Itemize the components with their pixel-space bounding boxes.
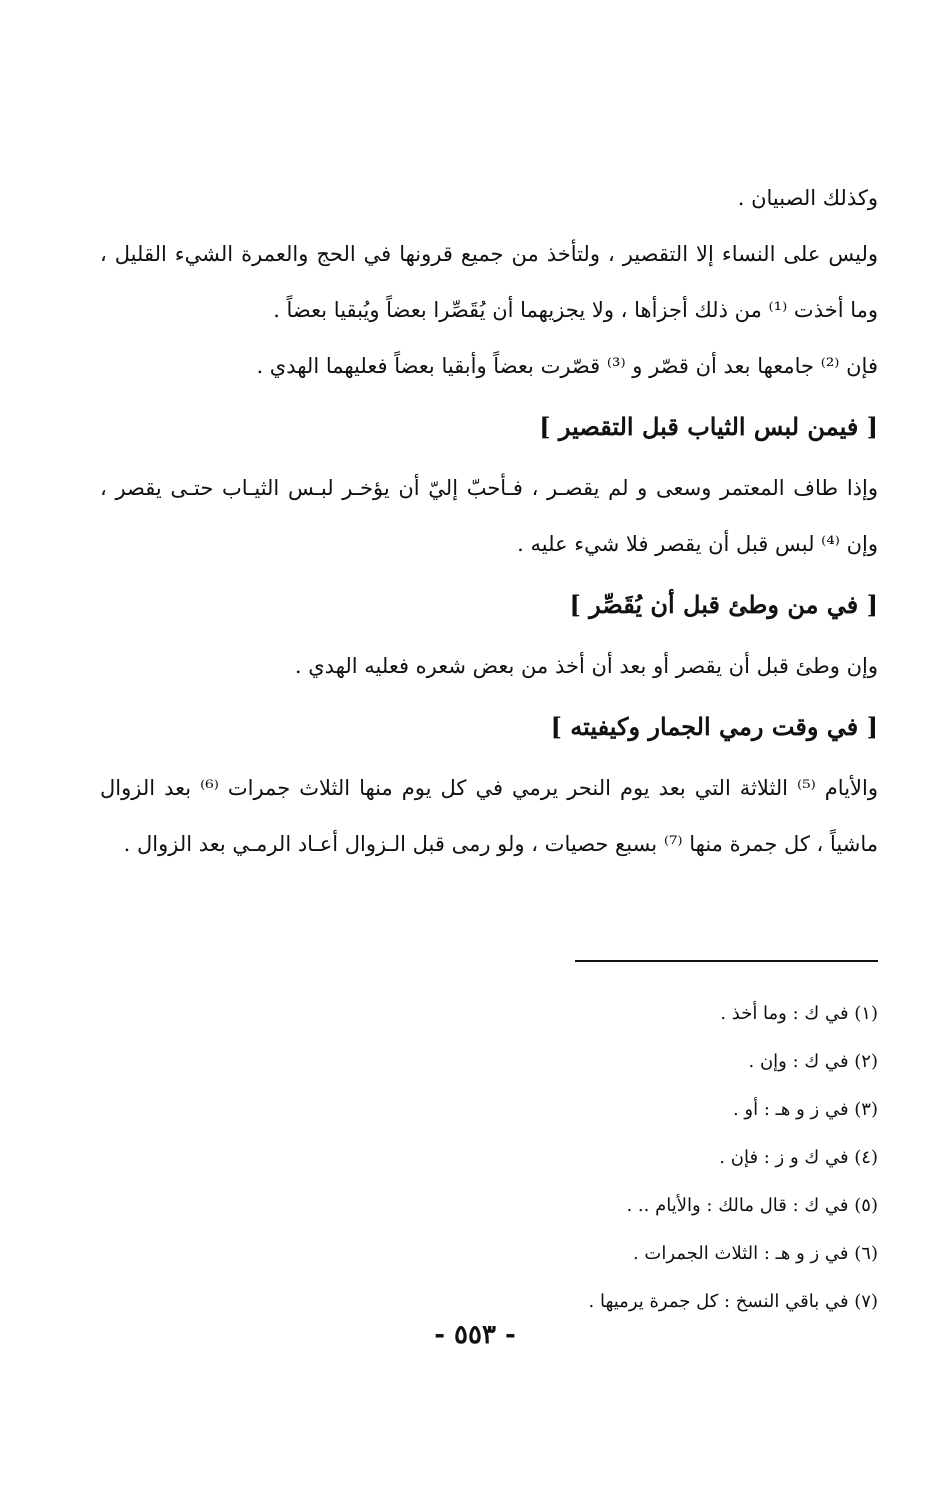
- main-text: [100, 170, 878, 872]
- paragraph-stoning-days: والأيام ⁽⁵⁾ الثلاثة التي بعد يوم النحر يرمي في كل يوم منها الثلاث جمرات ⁽⁶⁾ بعد الزوال ماشياً ، كل جمرة منها ⁽⁷⁾ بسبع حصيات ، ولو رمى قبل الـزوال أعـاد الرمـي بعد الزوال .: [100, 776, 879, 856]
- footnote-separator: [575, 960, 878, 962]
- paragraph-intercourse-hady: وإن وطئ قبل أن يقصر أو بعد أن أخذ من بعض شعره فعليه الهدي .: [294, 654, 878, 678]
- heading-stoning-time: [ في وقت رمي الجمار وكيفيته ]: [550, 712, 878, 741]
- paragraph-intercourse-after-shortening: فإن ⁽²⁾ جامعها بعد أن قصّر و ⁽³⁾ قصّرت بعضاً وأبقيا بعضاً فعليهما الهدي .: [256, 354, 878, 378]
- footnote-5: (٥) في ك : قال مالك : والأيام .. .: [626, 1195, 878, 1216]
- page-number: - ٥٥٣ -: [434, 1320, 516, 1350]
- footnote-4: (٤) في ك و ز : فإن .: [719, 1147, 878, 1168]
- footnote-2: (٢) في ك : وإن .: [748, 1051, 878, 1072]
- footnote-7: (٧) في باقي النسخ : كل جمرة يرميها .: [588, 1291, 878, 1312]
- heading-clothes-before-shortening: [ فيمن لبس الثياب قبل التقصير ]: [539, 412, 878, 441]
- footnote-3: (٣) في ز و هـ : أو .: [732, 1099, 878, 1120]
- paragraph-children: وكذلك الصبيان .: [737, 186, 878, 210]
- paragraph-women-shortening: وليس على النساء إلا التقصير ، ولتأخذ من جميع قرونها في الحج والعمرة الشيء القليل ، وما أخذت ⁽¹⁾ من ذلك أجزأها ، ولا يجزيهما أن يُقَصِّرا بعضاً ويُبقيا بعضاً .: [100, 242, 878, 322]
- footnotes: [378, 990, 878, 1326]
- footnote-1: (١) في ك : وما أخذ .: [720, 1003, 878, 1024]
- heading-intercourse-before-shortening: [ في من وطئ قبل أن يُقَصِّر ]: [569, 590, 878, 619]
- paragraph-umrah-clothes: وإذا طاف المعتمر وسعى و لم يقصـر ، فـأحبّ إليّ أن يؤخـر لبـس الثيـاب حتـى يقصر ، وإن ⁽⁴⁾ لبس قبل أن يقصر فلا شيء عليه .: [100, 476, 878, 556]
- footnote-6: (٦) في ز و هـ : الثلاث الجمرات .: [632, 1243, 878, 1264]
